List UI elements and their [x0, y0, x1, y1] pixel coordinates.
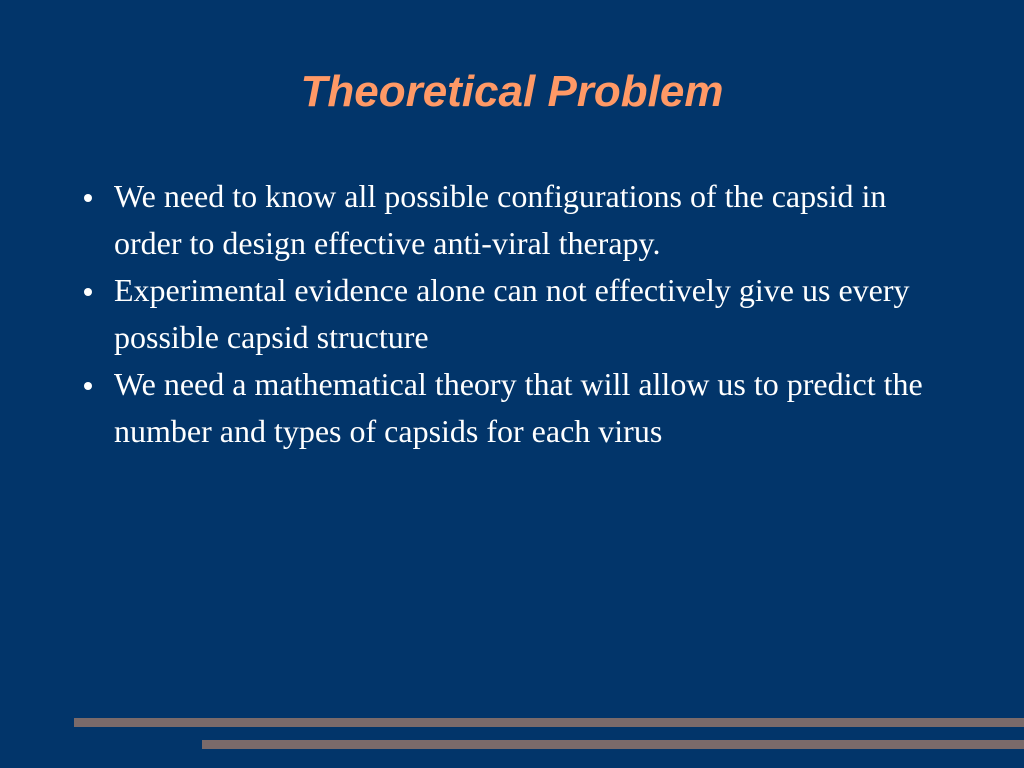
bullet-text: Experimental evidence alone can not effectively give us every possible capsid structure	[114, 272, 910, 355]
bullet-list	[80, 173, 960, 455]
bullet-item	[80, 361, 960, 455]
bullet-dot-icon	[84, 288, 92, 296]
bullet-item	[80, 267, 960, 361]
decorative-bar-top	[74, 718, 1024, 727]
slide-title: Theoretical Problem	[300, 67, 724, 116]
bullet-item	[80, 173, 960, 267]
bullet-text: We need a mathematical theory that will allow us to predict the number and types of capsids for each virus	[114, 366, 923, 449]
bullet-dot-icon	[84, 382, 92, 390]
bullet-dot-icon	[84, 194, 92, 202]
bullet-text: We need to know all possible configurations of the capsid in order to design effective anti-viral therapy.	[114, 178, 887, 261]
decorative-bar-bottom	[202, 740, 1024, 749]
